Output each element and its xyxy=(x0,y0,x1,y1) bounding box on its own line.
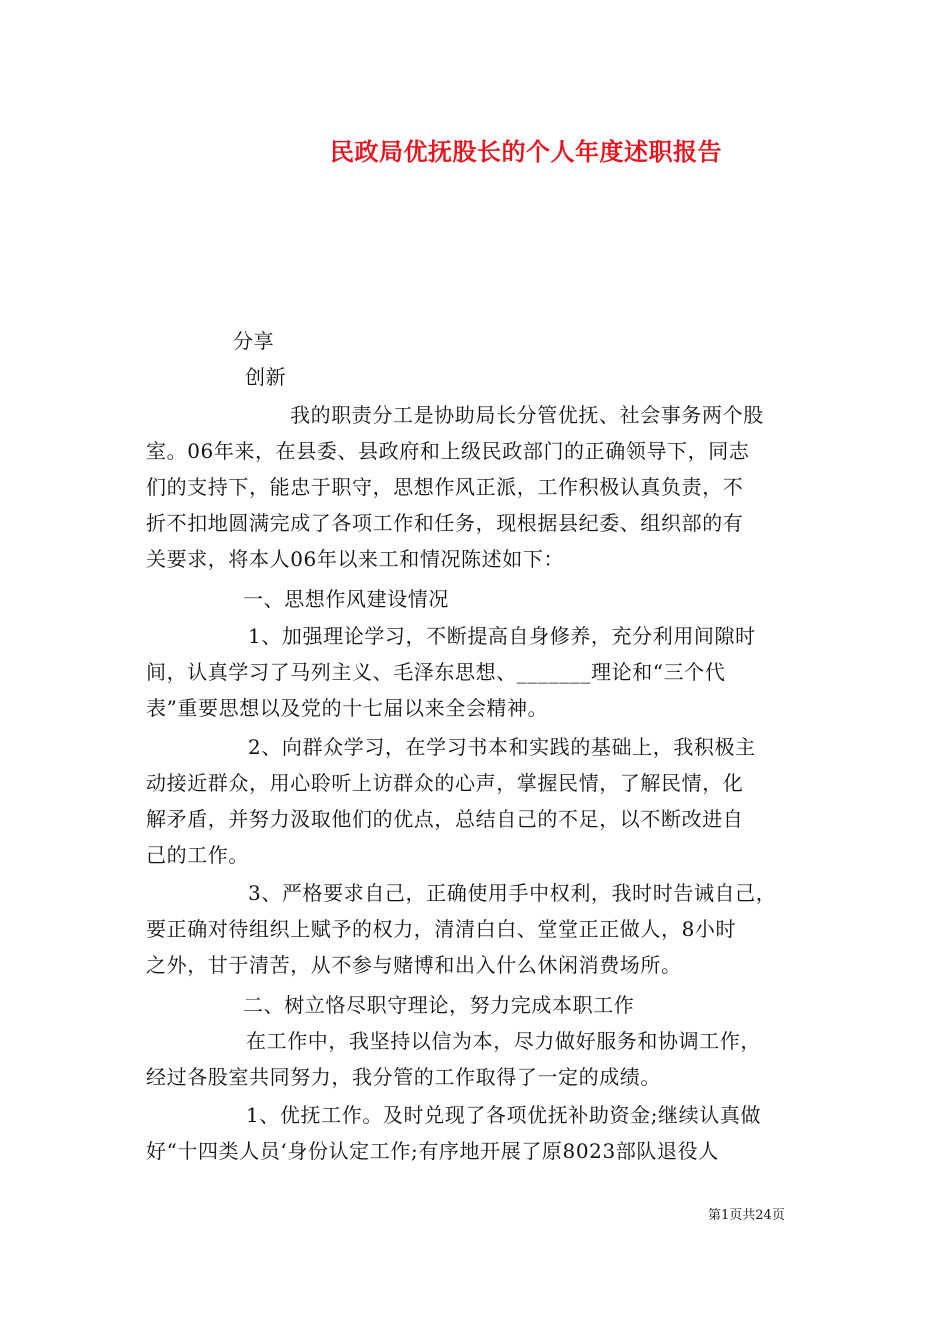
paragraph-line: 室。06年来，在县委、县政府和上级民政部门的正确领导下，同志 xyxy=(146,439,750,463)
paragraph-line: 间，认真学习了马列主义、毛泽东思想、_______理论和“三个代 xyxy=(146,660,726,684)
paragraph-line: 表”重要思想以及党的十七届以来全会精神。 xyxy=(146,696,549,720)
paragraph-line: 1、优抚工作。及时兑现了各项优抚补助资金;继续认真做 xyxy=(246,1103,762,1127)
paragraph-line: 关要求，将本人06年以来工和情况陈述如下： xyxy=(146,547,565,571)
paragraph-line: 好“十四类人员‘身份认定工作;有序地开展了原8023部队退役人 xyxy=(146,1139,719,1163)
document-title: 民政局优抚股长的个人年度述职报告 xyxy=(330,137,722,166)
paragraph-line: 之外，甘于清苦，从不参与赌博和出入什么休闲消费场所。 xyxy=(146,953,682,977)
paragraph-line: 动接近群众，用心聆听上访群众的心声，掌握民情，了解民情，化 xyxy=(146,771,744,795)
section-heading: 二、树立恪尽职守理论，努力完成本职工作 xyxy=(243,993,635,1017)
page-footer: 第1页共24页 xyxy=(708,1208,785,1223)
paragraph-line: 在工作中，我坚持以信为本，尽力做好服务和协调工作， xyxy=(246,1029,761,1053)
paragraph-line: 己的工作。 xyxy=(146,843,249,867)
paragraph-line: 解矛盾，并努力汲取他们的优点，总结自己的不足，以不断改进自 xyxy=(146,807,744,831)
paragraph-line: 们的支持下，能忠于职守，思想作风正派，工作积极认真负责，不 xyxy=(146,475,744,499)
paragraph-line: 要正确对待组织上赋予的权力，清清白白、堂堂正正做人，8小时 xyxy=(146,917,737,941)
paragraph-line: 1、加强理论学习，不断提高自身修养，充分利用间隙时 xyxy=(248,624,756,648)
paragraph-line: 2、向群众学习，在学习书本和实践的基础上，我积极主 xyxy=(248,735,756,759)
paragraph-line: 我的职责分工是协助局长分管优抚、社会事务两个股 xyxy=(290,403,764,427)
paragraph-line: 折不扣地圆满完成了各项工作和任务，现根据县纪委、组织部的有 xyxy=(146,511,744,535)
tag-innovation: 创新 xyxy=(245,365,287,389)
paragraph-line: 3、严格要求自己，正确使用手中权利，我时时告诫自己， xyxy=(248,881,777,905)
tag-share: 分享 xyxy=(233,329,275,353)
section-heading: 一、思想作风建设情况 xyxy=(243,587,449,611)
paragraph-line: 经过各股室共同努力，我分管的工作取得了一定的成绩。 xyxy=(146,1065,661,1089)
